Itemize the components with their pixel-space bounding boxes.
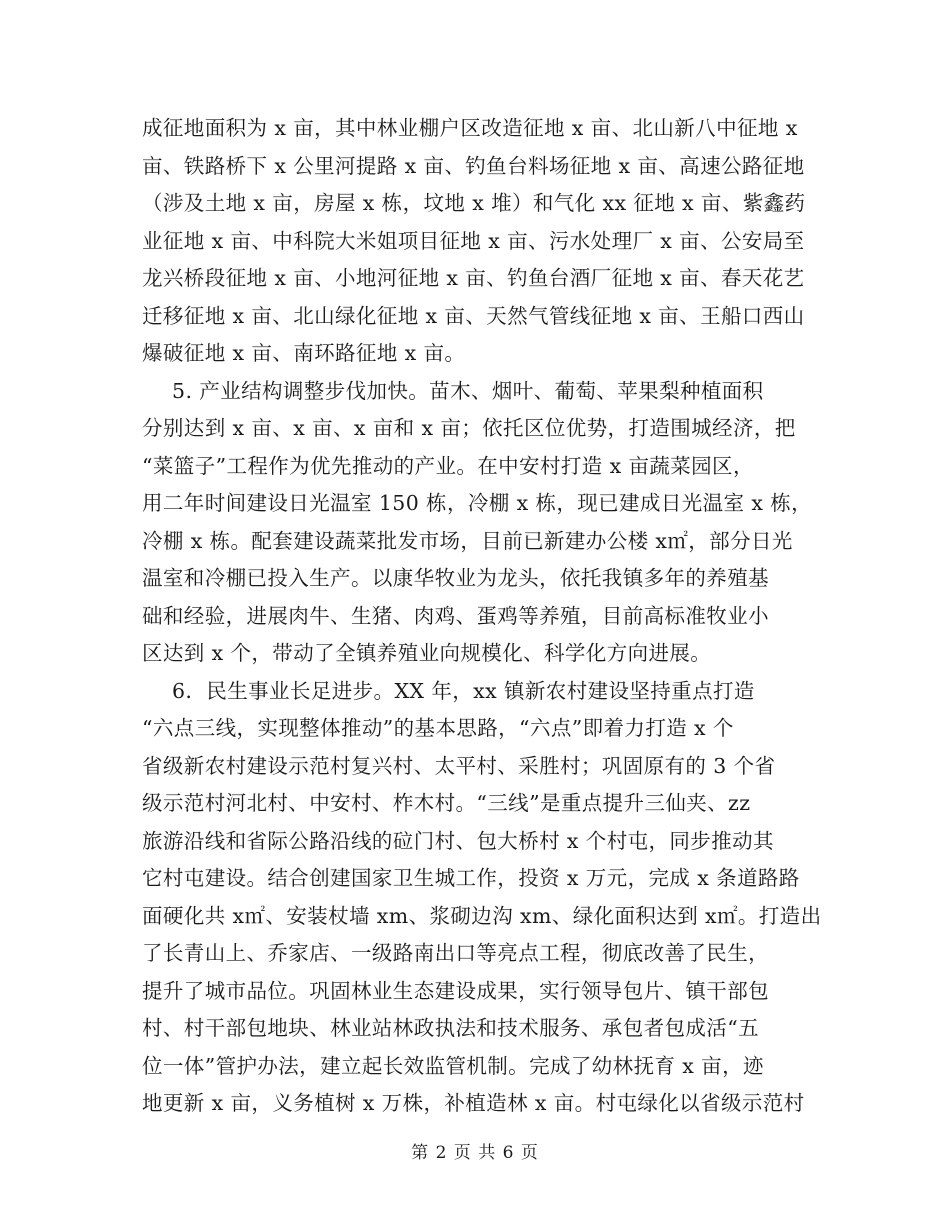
- text-line: 爆破征地 x 亩、南环路征地 x 亩。: [142, 341, 466, 365]
- text-line: 了长青山上、乔家店、一级路南出口等亮点工程，彻底改善了民生，: [142, 941, 769, 965]
- page-number-footer: 第 2 页 共 6 页: [411, 1143, 539, 1163]
- text-line: “菜篮子”工程作为优先推动的产业。在中安村打造 x 亩蔬菜园区，: [142, 453, 754, 478]
- text-line: 它村屯建设。结合创建国家卫生城工作，投资 x 万元，完成 x 条道路路: [142, 866, 800, 890]
- text-line: （涉及土地 x 亩，房屋 x 栋，坟地 x 堆）和气化 xx 征地 x 亩、紫鑫药: [142, 191, 806, 215]
- text-line: 用二年时间建设日光温室 150 栋，冷棚 x 栋，现已建成日光温室 x 栋，: [142, 491, 813, 515]
- text-line: “六点三线，实现整体推动”的基本思路，“六点”即着力打造 x 个: [142, 716, 734, 740]
- text-line: 省级新农村建设示范村复兴村、太平村、采胜村；巩固原有的 3 个省: [142, 753, 776, 778]
- text-line: 业征地 x 亩、中科院大米姐项目征地 x 亩、污水处理厂 x 亩、公安局至: [142, 228, 805, 253]
- paragraph-start-line: 5. 产业结构调整步伐加快。苗木、烟叶、葡萄、苹果梨种植面积: [172, 378, 764, 403]
- text-line: 础和经验，进展肉牛、生猪、肉鸡、蛋鸡等养殖，目前高标准牧业小: [142, 603, 769, 628]
- text-line: 龙兴桥段征地 x 亩、小地河征地 x 亩、钓鱼台酒厂征地 x 亩、春天花艺: [142, 266, 805, 290]
- text-line: 分别达到 x 亩、x 亩、x 亩和 x 亩；依托区位优势，打造围城经济，把: [142, 416, 796, 440]
- text-line: 面硬化共 x㎡、安装杖墙 xm、浆砌边沟 xm、绿化面积达到 x㎡。打造出: [142, 903, 822, 928]
- text-line: 地更新 x 亩，义务植树 x 万株，补植造林 x 亩。村屯绿化以省级示范村: [142, 1091, 805, 1115]
- document-body: [142, 110, 822, 1123]
- text-line: 亩、铁路桥下 x 公里河提路 x 亩、钓鱼台料场征地 x 亩、高速公路征地: [142, 153, 805, 178]
- text-line: 提升了城市品位。巩固林业生态建设成果，实行领导包片、镇干部包: [142, 978, 769, 1003]
- text-line: 区达到 x 个，带动了全镇养殖业向规模化、科学化方向进展。: [142, 641, 712, 665]
- text-line: 级示范村河北村、中安村、柞木村。“三线”是重点提升三仙夹、zz: [142, 791, 751, 815]
- text-line: 冷棚 x 栋。配套建设蔬菜批发市场，目前已新建办公楼 x㎡，部分日光: [142, 528, 793, 553]
- paragraph-start-line: 6．民生事业长足进步。XX 年，xx 镇新农村建设坚持重点打造: [172, 678, 755, 703]
- text-line: 位一体”管护办法，建立起长效监管机制。完成了幼林抚育 x 亩，迹: [142, 1053, 764, 1078]
- text-line: 成征地面积为 x 亩，其中林业棚户区改造征地 x 亩、北山新八中征地 x: [142, 116, 798, 140]
- text-line: 村、村干部包地块、林业站林政执法和技术服务、承包者包成活“五: [142, 1016, 759, 1040]
- text-line: 温室和冷棚已投入生产。以康华牧业为龙头，依托我镇多年的养殖基: [142, 566, 769, 590]
- text-line: 迁移征地 x 亩、北山绿化征地 x 亩、天然气管线征地 x 亩、王船口西山: [142, 303, 805, 328]
- text-line: 旅游沿线和省际公路沿线的砬门村、包大桥村 x 个村屯，同步推动其: [142, 828, 774, 853]
